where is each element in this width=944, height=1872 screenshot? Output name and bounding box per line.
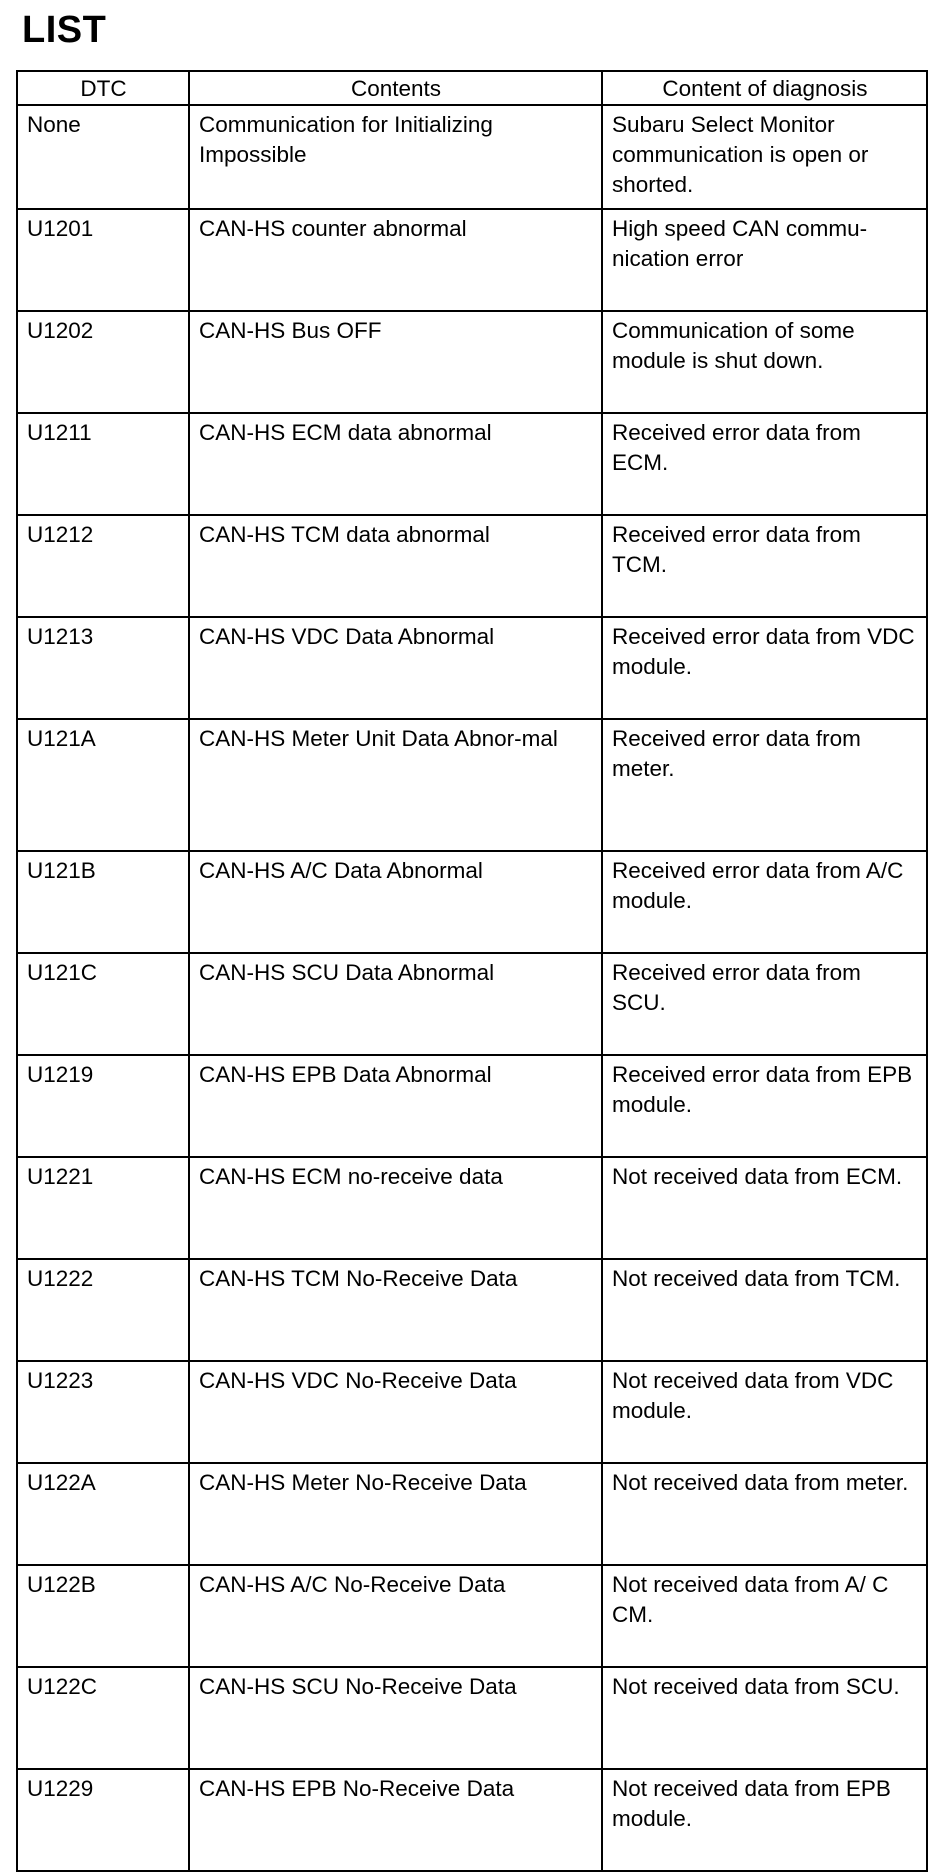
dtc-cell: U1202 — [17, 311, 189, 413]
diagnosis-cell: Received error data from TCM. — [602, 515, 927, 617]
contents-cell: CAN-HS Meter Unit Data Abnor-mal — [189, 719, 602, 851]
column-header-diagnosis: Content of diagnosis — [602, 71, 927, 105]
dtc-cell: U1201 — [17, 209, 189, 311]
contents-cell: CAN-HS Bus OFF — [189, 311, 602, 413]
diagnosis-cell: Received error data from meter. — [602, 719, 927, 851]
diagnosis-cell: Not received data from ECM. — [602, 1157, 927, 1259]
table-row — [17, 617, 927, 719]
table-row — [17, 1259, 927, 1361]
diagnosis-cell: Communication of some module is shut down. — [602, 311, 927, 413]
contents-cell: Communication for Initializing Impossible — [189, 105, 602, 209]
diagnosis-cell: Not received data from EPB module. — [602, 1769, 927, 1871]
dtc-cell: U1212 — [17, 515, 189, 617]
contents-cell: CAN-HS VDC No-Receive Data — [189, 1361, 602, 1463]
column-header-contents: Contents — [189, 71, 602, 105]
table-row — [17, 1463, 927, 1565]
table-row — [17, 209, 927, 311]
dtc-cell: U1222 — [17, 1259, 189, 1361]
table-row — [17, 1667, 927, 1769]
contents-cell: CAN-HS Meter No-Receive Data — [189, 1463, 602, 1565]
dtc-cell: U121C — [17, 953, 189, 1055]
dtc-cell: U121A — [17, 719, 189, 851]
diagnosis-cell: Received error data from A/C module. — [602, 851, 927, 953]
diagnosis-cell: Received error data from SCU. — [602, 953, 927, 1055]
dtc-cell: U1211 — [17, 413, 189, 515]
table-row — [17, 1361, 927, 1463]
table-header-row — [17, 71, 927, 105]
table-row — [17, 1157, 927, 1259]
dtc-cell: U122C — [17, 1667, 189, 1769]
table-row — [17, 515, 927, 617]
column-header-dtc: DTC — [17, 71, 189, 105]
contents-cell: CAN-HS SCU No-Receive Data — [189, 1667, 602, 1769]
contents-cell: CAN-HS EPB No-Receive Data — [189, 1769, 602, 1871]
dtc-cell: U1213 — [17, 617, 189, 719]
dtc-cell: U121B — [17, 851, 189, 953]
diagnosis-cell: Not received data from meter. — [602, 1463, 927, 1565]
dtc-table — [16, 70, 928, 1872]
dtc-cell: U1223 — [17, 1361, 189, 1463]
diagnosis-cell: Subaru Select Monitor communication is open or shorted. — [602, 105, 927, 209]
diagnosis-cell: Not received data from A/ C CM. — [602, 1565, 927, 1667]
table-row — [17, 413, 927, 515]
contents-cell: CAN-HS ECM no-receive data — [189, 1157, 602, 1259]
table-row — [17, 105, 927, 209]
table-row — [17, 1769, 927, 1871]
dtc-cell: U122B — [17, 1565, 189, 1667]
table-row — [17, 1055, 927, 1157]
contents-cell: CAN-HS A/C No-Receive Data — [189, 1565, 602, 1667]
contents-cell: CAN-HS TCM No-Receive Data — [189, 1259, 602, 1361]
page-title: LIST — [22, 9, 107, 51]
contents-cell: CAN-HS VDC Data Abnormal — [189, 617, 602, 719]
diagnosis-cell: High speed CAN commu-nication error — [602, 209, 927, 311]
table-row — [17, 1565, 927, 1667]
dtc-cell: U1219 — [17, 1055, 189, 1157]
table-row — [17, 851, 927, 953]
table-row — [17, 719, 927, 851]
dtc-cell: U1221 — [17, 1157, 189, 1259]
diagnosis-cell: Received error data from VDC module. — [602, 617, 927, 719]
contents-cell: CAN-HS A/C Data Abnormal — [189, 851, 602, 953]
diagnosis-cell: Not received data from TCM. — [602, 1259, 927, 1361]
contents-cell: CAN-HS EPB Data Abnormal — [189, 1055, 602, 1157]
diagnosis-cell: Not received data from VDC module. — [602, 1361, 927, 1463]
dtc-cell: U122A — [17, 1463, 189, 1565]
contents-cell: CAN-HS ECM data abnormal — [189, 413, 602, 515]
dtc-cell: U1229 — [17, 1769, 189, 1871]
contents-cell: CAN-HS SCU Data Abnormal — [189, 953, 602, 1055]
diagnosis-cell: Not received data from SCU. — [602, 1667, 927, 1769]
dtc-cell: None — [17, 105, 189, 209]
table-row — [17, 311, 927, 413]
contents-cell: CAN-HS TCM data abnormal — [189, 515, 602, 617]
table-row — [17, 953, 927, 1055]
diagnosis-cell: Received error data from ECM. — [602, 413, 927, 515]
contents-cell: CAN-HS counter abnormal — [189, 209, 602, 311]
diagnosis-cell: Received error data from EPB module. — [602, 1055, 927, 1157]
